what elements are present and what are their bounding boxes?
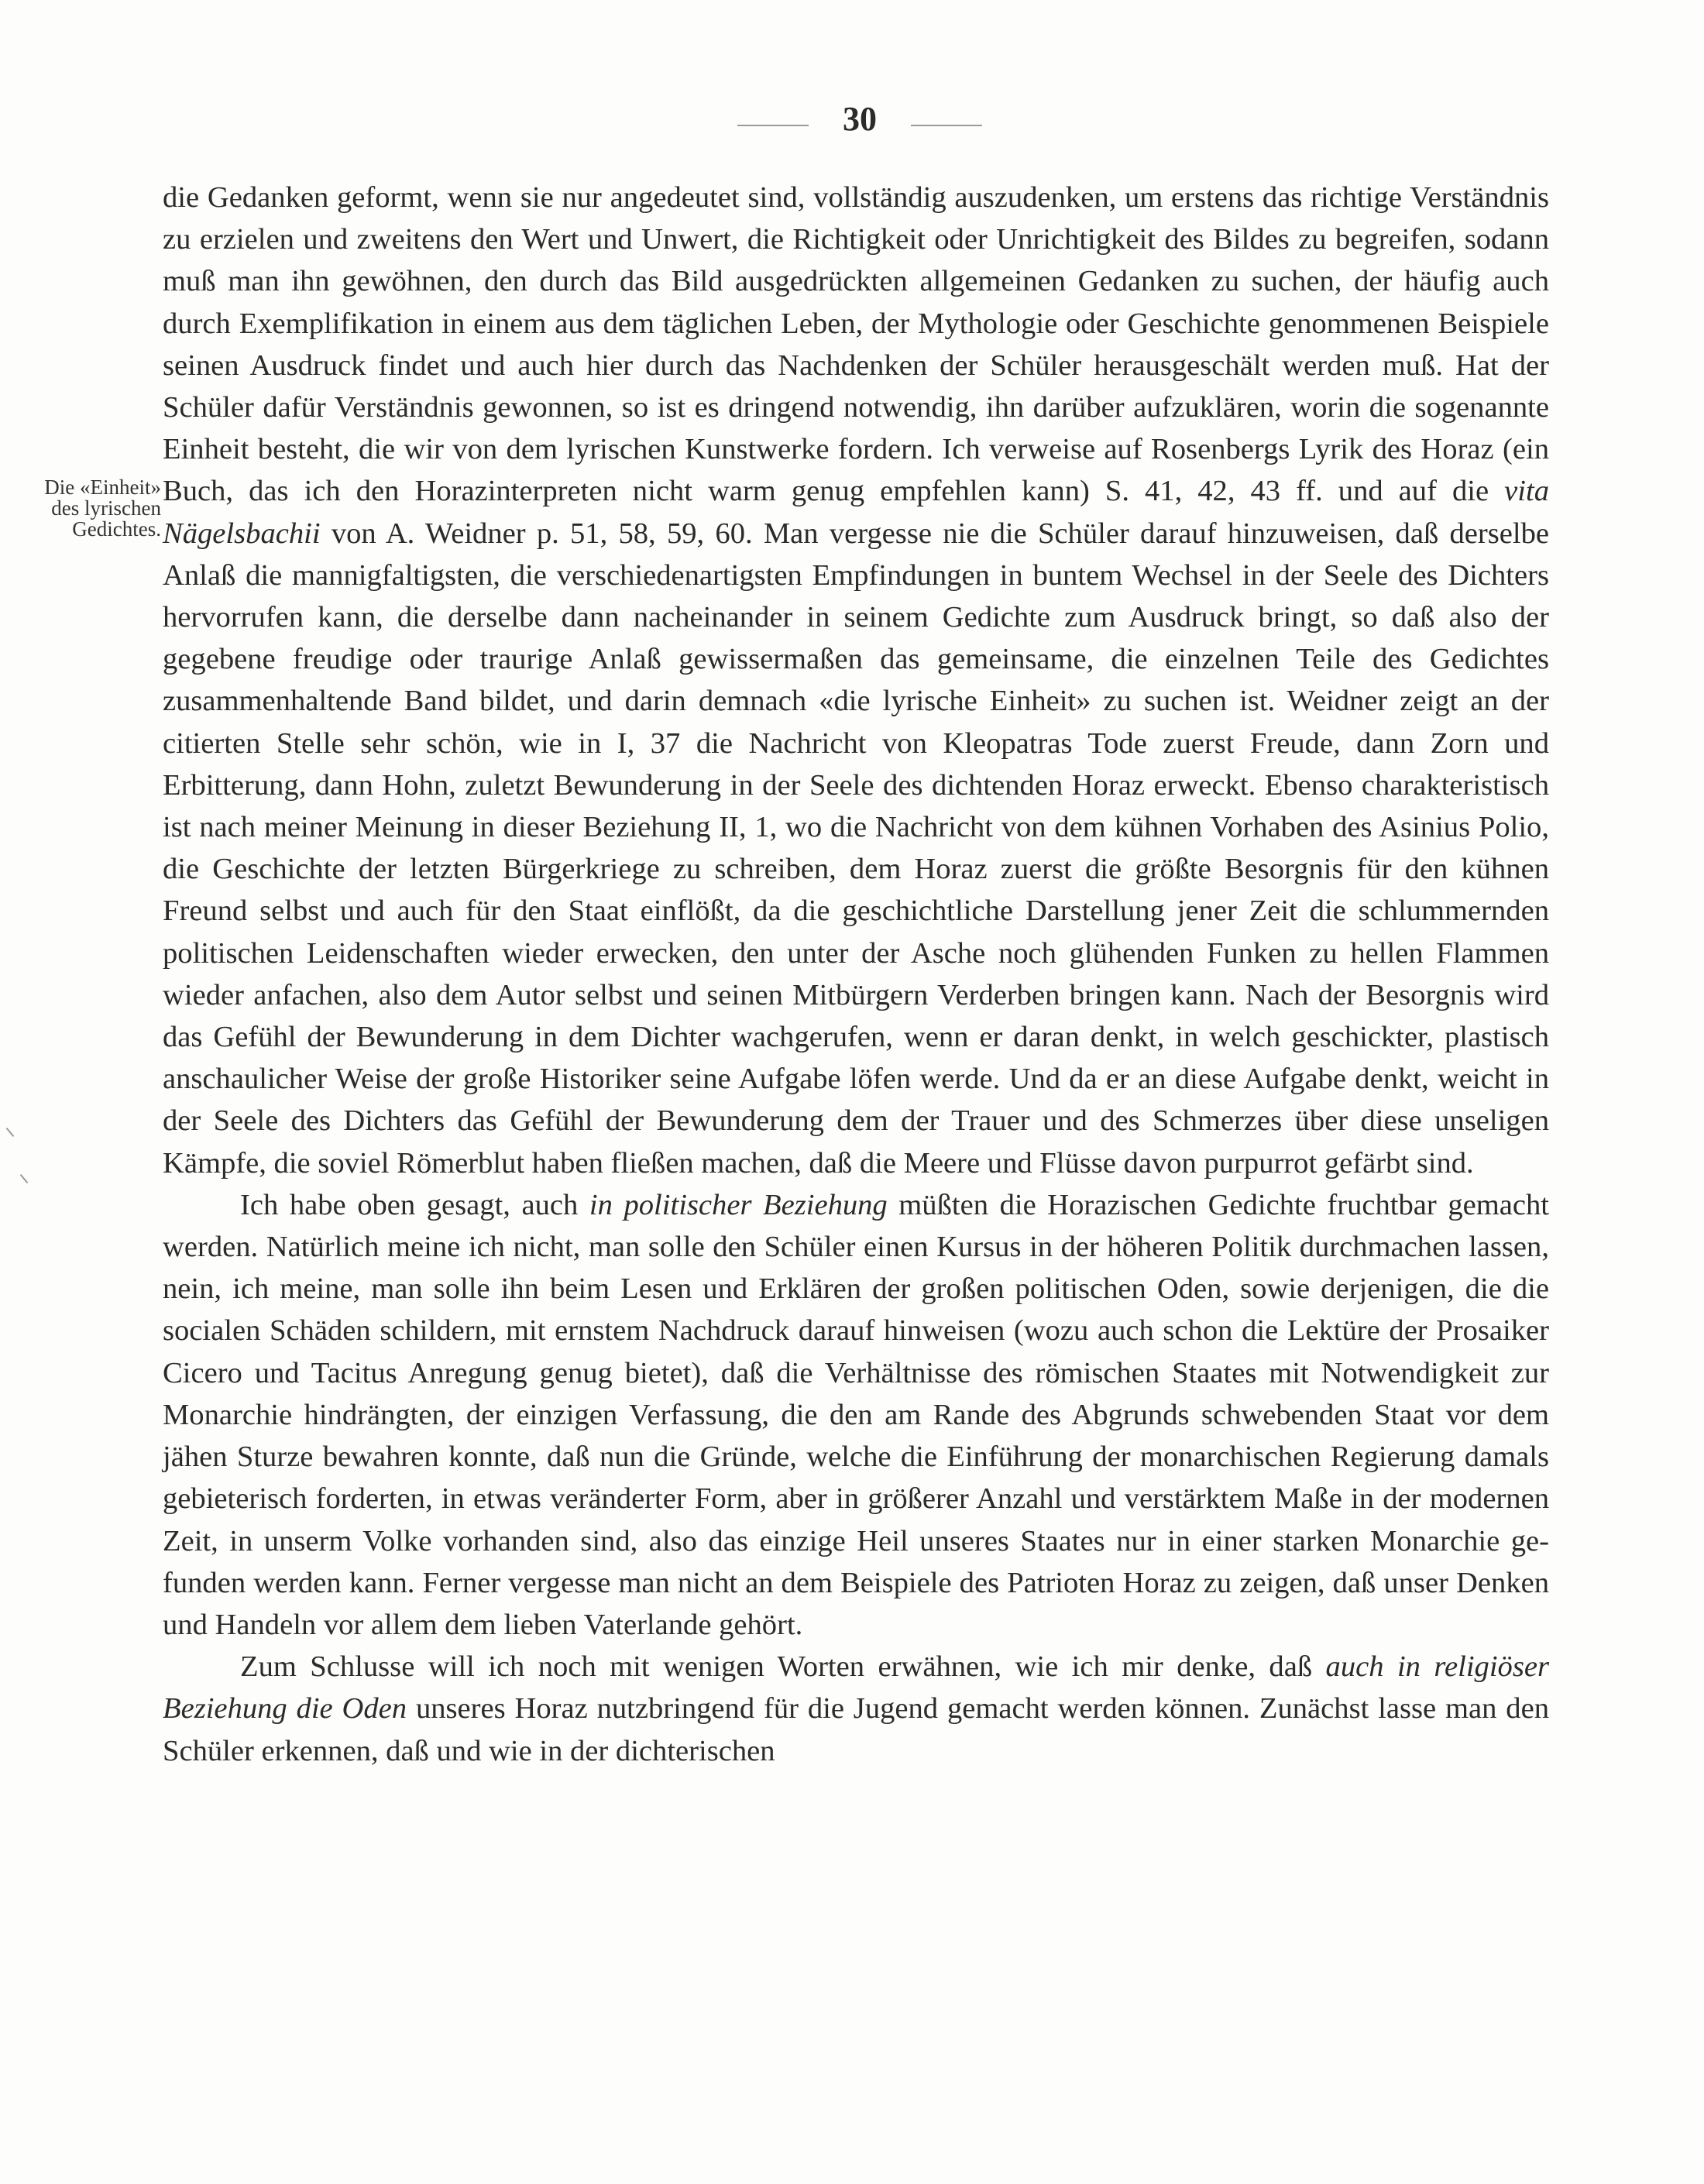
header-rule-right bbox=[911, 125, 982, 126]
paragraph-1 bbox=[163, 177, 1549, 1184]
paragraph-text: unseres Horaz nutzbringend für die Jugend gemacht werden können. Zunächst lasse man den Schüler erkennen, daß und wie in der dichterischen bbox=[163, 1692, 1549, 1767]
page-number: 30 bbox=[843, 100, 877, 138]
italic-phrase: in politischer Beziehung bbox=[589, 1188, 888, 1221]
paragraph-text: Zum Schlusse will ich noch mit wenigen Worten erwähnen, wie ich mir denke, daß bbox=[240, 1650, 1326, 1684]
italic-phrase: auch in religiöser Beziehung die Oden bbox=[163, 1650, 1549, 1726]
paragraph-text: Ich habe oben gesagt, auch bbox=[240, 1188, 589, 1221]
page-header bbox=[0, 99, 1704, 146]
margin-note-line: des lyrischen bbox=[51, 496, 161, 520]
margin-note bbox=[6, 477, 161, 540]
margin-mark bbox=[6, 1128, 15, 1137]
italic-phrase: vita Nägelsbachii bbox=[163, 475, 1549, 550]
margin-mark bbox=[20, 1174, 29, 1183]
header-rule-left bbox=[737, 125, 809, 126]
paragraph-text: müßten die Horazischen Gedichte fruchtbar gemacht werden. Natürlich meine ich nicht, man solle den Schüler einen Kursus in der höheren Politik durchmachen lassen, nein, ich meine, man solle ihn beim Lesen und Erklären der großen politischen Oden, sowie derjenigen, die die socialen Schäden schildern, mit ernstem Nachdruck darauf hinweisen (wozu auch schon die Lektüre der Prosaiker Cicero und Tacitus Anregung genug bietet), daß die Verhältnisse des römischen Staates mit Notwendigkeit zur Monarchie hindrängten, der einzigen Verfassung, die den am Rande des Abgrunds schwebenden Staat vor dem jähen Sturze bewahren konnte, daß nun die Gründe, welche die Einführung der monarchischen Regierung damals gebieterisch forderten, in etwas veränderter Form, aber in größerer Anzahl und verstärktem Maße in der modernen Zeit, in unserm Volke vorhanden sind, also das einzige Heil unseres Staates nur in einer starken Monarchie gefunden werden kann. Ferner vergesse man nicht an dem Beispiele des Patrioten Horaz zu zeigen, daß unser Denken und Handeln vor allem dem lieben Vaterlande gehört. bbox=[163, 1188, 1550, 1641]
paragraph-3 bbox=[163, 1646, 1549, 1772]
paragraph-text: die Gedanken geformt, wenn sie nur angedeutet sind, vollständig auszudenken, um erstens das richtige Verständnis zu erzielen und zweitens den Wert und Unwert, die Richtigkeit oder Unrichtigkeit des Bildes zu begreifen, sodann muß man ihn gewöhnen, den durch das Bild ausgedrückten allgemeinen Gedanken zu suchen, der häufig auch durch Exemplifikation in einem aus dem täglichen Leben, der Mythologie oder Geschichte genommenen Beispiele seinen Ausdruck findet und auch hier durch das Nachdenken der Schüler herausgeschält werden muß. Hat der Schüler dafür Verständnis gewonnen, so ist es dringend notwendig, ihn darüber aufzuklären, worin die sogenannte Einheit besteht, die wir von dem lyrischen Kunstwerke fordern. Ich verweise auf Rosenbergs Lyrik des Horaz (ein Buch, das ich den Horazinterpreten nicht warm genug empfehlen kann) S. 41, 42, 43 ff. und auf die bbox=[163, 181, 1549, 508]
text-body bbox=[163, 177, 1549, 1772]
margin-note-line: Die «Einheit» bbox=[44, 476, 161, 499]
paragraph-text: von A. Weidner p. 51, 58, 59, 60. Man vergesse nie die Schüler darauf hinzuweisen, daß derselbe Anlaß die mannigfaltigsten, die verschiedenartigsten Empfindungen in buntem Wechsel in der Seele des Dichters hervorrufen kann, die derselbe dann nacheinander in seinem Gedichte zum Ausdruck bringt, so daß also der gegebene freudige oder traurige Anlaß gewissermaßen das gemeinsame, die einzelnen Teile des Gedichtes zusammenhaltende Band bildet, und darin demnach «die lyrische Einheit» zu suchen ist. Weidner zeigt an der citierten Stelle sehr schön, wie in I, 37 die Nachricht von Kleopatras Tode zuerst Freude, dann Zorn und Erbitterung, dann Hohn, zuletzt Bewunderung in der Seele des dichtenden Horaz erweckt. Ebenso charakteristisch ist nach meiner Meinung in dieser Beziehung II, 1, wo die Nachricht von dem kühnen Vorhaben des Asinius Polio, die Geschichte der letzten Bürgerkriege zu schreiben, dem Horaz zuerst die größte Besorgnis für den kühnen Freund selbst und auch für den Staat einflößt, da die geschichtliche Darstellung jener Zeit die schlummernden politischen Leidenschaften wieder erwecken, den unter der Asche noch glühenden Funken zu hellen Flammen wieder anfachen, also dem Autor selbst und seinen Mitbürgern Verderben bringen kann. Nach der Besorgnis wird das Gefühl der Bewunderung in dem Dichter wachgerufen, wenn er daran denkt, in welch geschickter, plastisch anschaulicher Weise der große Historiker seine Aufgabe löfen werde. Und da er an diese Aufgabe denkt, weicht in der Seele des Dichters das Gefühl der Bewunderung dem der Trauer und des Schmerzes über diese unseligen Kämpfe, die soviel Römerblut haben fließen machen, daß die Meere und Flüsse davon purpurrot gefärbt sind. bbox=[163, 517, 1549, 1180]
margin-note-line: Gedichtes. bbox=[72, 517, 161, 541]
paragraph-2 bbox=[163, 1184, 1549, 1646]
